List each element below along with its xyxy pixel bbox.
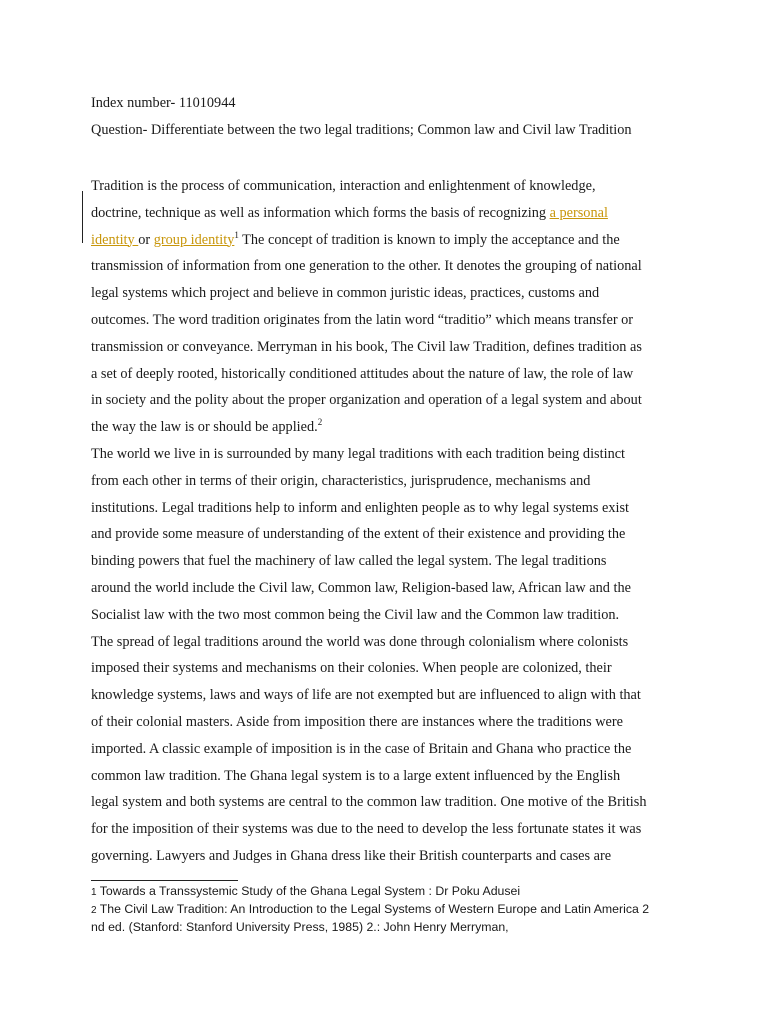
footnote-mark-1: 1 [91,887,97,898]
text-line: imposed their systems and mechanisms on their colonies. When people are colonized, their [91,660,612,677]
text-line: common law tradition. The Ghana legal system is to a large extent influenced by the English [91,767,621,784]
link-personal-identity-cont[interactable]: identity [91,231,139,248]
footnote-text: The Civil Law Tradition: An Introduction to the Legal Systems of Western Europe and Latin America 2 [96,902,650,916]
text-line: transmission or conveyance. Merryman in his book, The Civil law Tradition, defines tradition as [91,338,642,355]
text-line: transmission of information from one generation to the other. It denotes the grouping of national [91,258,642,275]
text-line: around the world include the Civil law, Common law, Religion-based law, African law and the [91,579,631,596]
text-line: Tradition is the process of communication, interaction and enlightenment of knowledge, [91,178,596,194]
question-text: Question- Differentiate between the two legal traditions; Common law and Civil law Tradition [91,122,632,138]
footnotes [91,883,691,935]
text-run: or [138,231,154,248]
link-group-identity[interactable]: group identity [153,231,235,248]
text-run: doctrine, technique as well as information which forms the basis of recognizing [91,204,550,221]
track-change-bar [82,191,83,243]
text-line: in society and the polity about the proper organization and operation of a legal system and about [91,392,642,409]
footnote-2-cont: nd ed. (Stanford: Stanford University Press, 1985) 2.: John Henry Merryman, [91,920,509,934]
paragraph-3 [91,629,681,870]
link-personal-identity[interactable]: a personal [549,204,608,221]
text-line [91,414,681,441]
text-run: the way the law is or should be applied. [91,419,318,436]
text-line: imported. A classic example of imposition is in the case of Britain and Ghana who practice the [91,740,632,757]
text-line: legal system and both systems are central to the common law tradition. One motive of the British [91,794,647,811]
footnote-ref-1[interactable]: 1 [234,229,239,240]
text-line: a set of deeply rooted, historically conditioned attitudes about the nature of law, the role of law [91,365,634,382]
text-line: governing. Lawyers and Judges in Ghana dress like their British counterparts and cases are [91,847,612,864]
paragraph-2 [91,441,681,629]
text-line [91,227,681,254]
text-line: The spread of legal traditions around the world was done through colonialism where colonists [91,633,629,650]
text-line: The world we live in is surrounded by many legal traditions with each tradition being distinct [91,445,626,462]
index-number: Index number- 11010944 [91,95,236,111]
footnote-ref-2[interactable]: 2 [317,417,323,428]
text-line: from each other in terms of their origin, characteristics, jurisprudence, mechanisms and [91,472,591,489]
footnote-text: Towards a Transsystemic Study of the Ghana Legal System : Dr Poku Adusei [96,884,521,898]
text-line [91,200,681,227]
text-line: legal systems which project and believe in common juristic ideas, practices, customs and [91,285,600,302]
paragraph-1 [91,173,681,441]
text-line: for the imposition of their systems was due to the need to develop the less fortunate states it was [91,821,642,838]
text-line: of their colonial masters. Aside from imposition there are instances where the traditions were [91,713,624,730]
footnote-2 [91,901,691,919]
text-line: institutions. Legal traditions help to inform and enlighten people as to why legal systems exist [91,499,630,516]
text-line: outcomes. The word tradition originates from the latin word “traditio” which means transfer or [91,311,634,328]
footnote-mark-2: 2 [91,905,97,916]
document-body [91,173,681,870]
text-line: knowledge systems, laws and ways of life are not exempted but are influenced to align with that [91,687,641,704]
text-run: The concept of tradition is known to imply the acceptance and the [238,231,620,248]
footnote-1 [91,883,691,901]
text-line: Socialist law with the two most common being the Civil law and the Common law tradition. [91,606,620,623]
text-line: binding powers that fuel the machinery of law called the legal system. The legal traditions [91,553,607,570]
text-line: and provide some measure of understanding of the extent of their existence and providing the [91,526,626,543]
footnote-separator [91,880,238,881]
